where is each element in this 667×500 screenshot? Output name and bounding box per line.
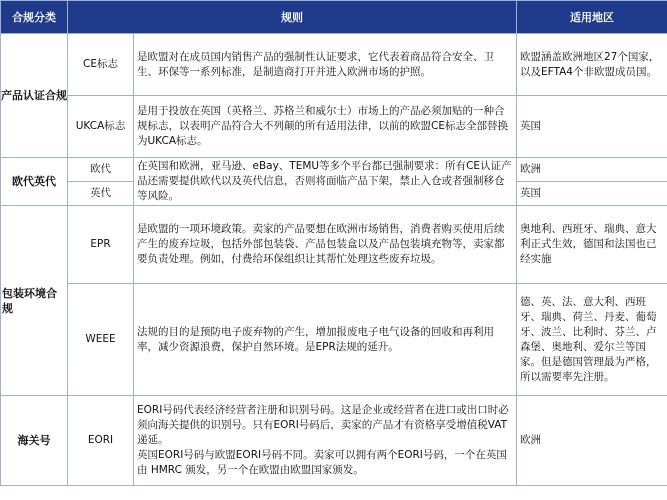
table-row xyxy=(1,396,667,486)
header-row xyxy=(1,1,667,34)
rule-eori-paragraph-1: EORI号码代表经济经营者注册和识别号码。这是企业或经营者在进口或出口时必须向海关提供的识别号。只有EORI号码后，卖家的产品才有资格享受增值税VAT递延。 xyxy=(137,404,509,446)
header-region: 适用地区 xyxy=(517,1,667,34)
table-row xyxy=(1,284,667,396)
region-weee: 德、英、法、意大利、西班牙、瑞典、荷兰、丹麦、葡萄牙、波兰、比利时、芬兰、卢森堡、奥地利、爱尔兰等国家。但是德国管理最为严格，所以需要率先注册。 xyxy=(517,284,667,396)
rule-weee: 法规的目的是预防电子废弃物的产生，增加报废电子电气设备的回收和再利用率，减少资源浪费，保护自然环境。是EPR法规的延升。 xyxy=(134,284,517,396)
sub-ukca-mark: UKCA标志 xyxy=(68,96,134,158)
rule-eori-paragraph-2: 英国EORI号码与欧盟EORI号码不同。卖家可以拥有两个EORI号码，一个在英国由 HMRC 颁发，另一个在欧盟由欧盟国家颁发。 xyxy=(137,449,507,476)
region-ukca-mark: 英国 xyxy=(517,96,667,158)
sub-uk-rep: 英代 xyxy=(68,182,134,206)
table-row xyxy=(1,96,667,158)
category-rep: 欧代英代 xyxy=(1,158,68,206)
category-packaging: 包装环境合规 xyxy=(1,206,68,396)
region-uk-rep: 英国 xyxy=(517,182,667,206)
table-row xyxy=(1,34,667,96)
region-ce-mark: 欧盟涵盖欧洲地区27个国家，以及EFTA4个非欧盟成员国。 xyxy=(517,34,667,96)
region-eori: 欧洲 xyxy=(517,396,667,486)
region-eu-rep: 欧洲 xyxy=(517,158,667,182)
sub-weee: WEEE xyxy=(68,284,134,396)
region-epr: 奥地利、西班牙、瑞典、意大利正式生效，德国和法国也已经实施 xyxy=(517,206,667,284)
table-row xyxy=(1,158,667,182)
rule-rep: 在英国和欧洲，亚马逊、eBay、TEMU等多个平台都已强制要求：所有CE认证产品还需要提供欧代以及英代信息，否则将面临产品下架，禁止入仓或者强制移仓等风险。 xyxy=(134,158,517,206)
rule-ce-mark: 是欧盟对在成员国内销售产品的强制性认证要求，它代表着商品符合安全、卫生、环保等一系列标准，是制造商打开并进入欧洲市场的护照。 xyxy=(134,34,517,96)
sub-ce-mark: CE标志 xyxy=(68,34,134,96)
category-product-cert: 产品认证合规 xyxy=(1,34,68,158)
table-row xyxy=(1,206,667,284)
sub-epr: EPR xyxy=(68,206,134,284)
header-rules: 规则 xyxy=(68,1,517,34)
header-category: 合规分类 xyxy=(1,1,68,34)
sub-eori: EORI xyxy=(68,396,134,486)
sub-eu-rep: 欧代 xyxy=(68,158,134,182)
category-customs: 海关号 xyxy=(1,396,68,486)
rule-ukca-mark: 是用于投放在英国（英格兰、苏格兰和威尔士）市场上的产品必须加贴的一种合规标志，以表明产品符合大不列颠的所有适用法律，以前的欧盟CE标志全部替换为UKCA标志。 xyxy=(134,96,517,158)
rule-epr: 是欧盟的一项环境政策。卖家的产品要想在欧洲市场销售，消费者购买使用后续产生的废弃垃圾，包括外部包装袋、产品包装盒以及产品包装填充物等，卖家都要负责处理。例如，付费给环保组织让其帮忙处理这些废弃垃圾。 xyxy=(134,206,517,284)
rule-eori xyxy=(134,396,517,486)
